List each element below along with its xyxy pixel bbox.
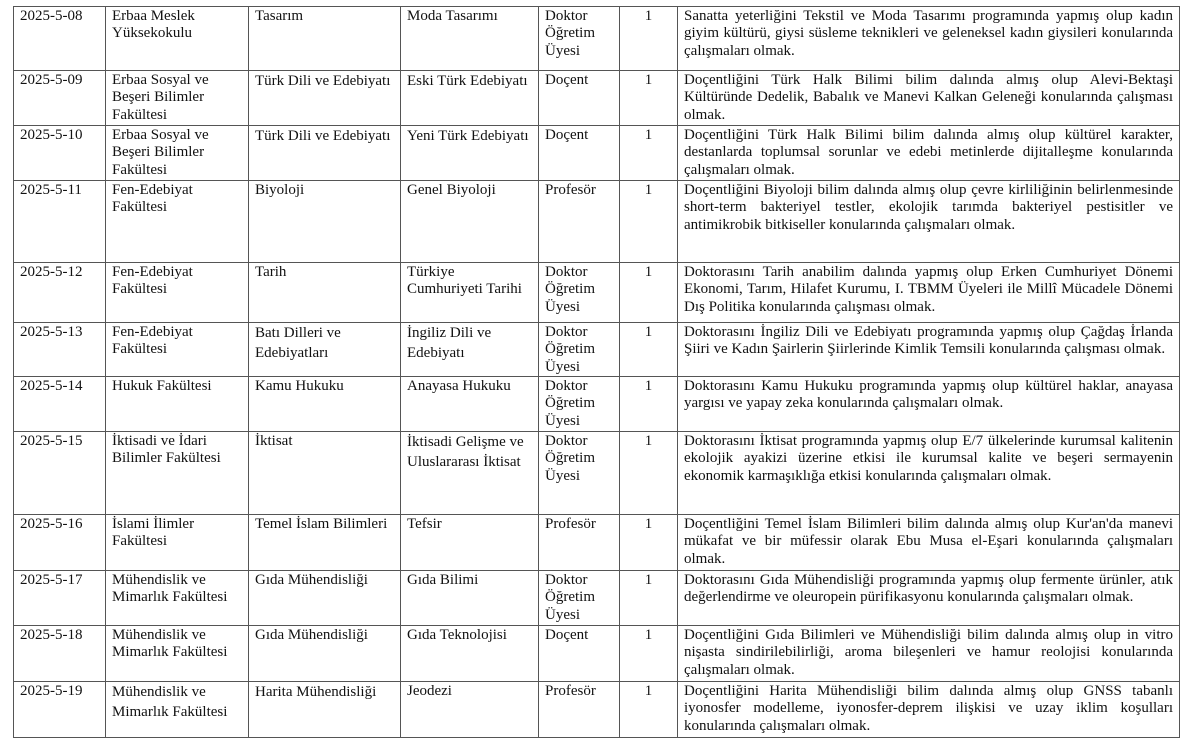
table-row bbox=[14, 682, 1180, 738]
academic-title: Doktor Öğretim Üyesi bbox=[539, 323, 620, 377]
requirement-text: Doçentliğini Türk Halk Bilimi bilim dalında almış olup Alevi-Bektaşi Kültüründe Dedelik, Babalık ve Manevi Kalkan Geleneği konularında çalışması olmak. bbox=[678, 71, 1180, 126]
position-code: 2025-5-11 bbox=[14, 181, 106, 263]
faculty-unit: Fen-Edebiyat Fakültesi bbox=[106, 323, 249, 377]
academic-title: Profesör bbox=[539, 515, 620, 571]
position-code: 2025-5-10 bbox=[14, 126, 106, 181]
department: Temel İslam Bilimleri bbox=[249, 515, 401, 571]
position-count: 1 bbox=[620, 71, 678, 126]
department: Türk Dili ve Edebiyatı bbox=[249, 126, 401, 181]
table-row bbox=[14, 571, 1180, 626]
faculty-unit: Erbaa Sosyal ve Beşeri Bilimler Fakültesi bbox=[106, 126, 249, 181]
faculty-unit: İslami İlimler Fakültesi bbox=[106, 515, 249, 571]
program: İngiliz Dili ve Edebiyatı bbox=[401, 323, 539, 377]
requirement-text: Doçentliğini Türk Halk Bilimi bilim dalında almış olup kültürel karakter, destanlarda toplumsal sorunlar ve edebi metinlerde dijitalleşme konularında çalışmaları olmak. bbox=[678, 126, 1180, 181]
requirement-text: Doçentliğini Biyoloji bilim dalında almış olup çevre kirliliğinin belirlenmesinde short-term bakteriyel testler, ekolojik tarımda bakteriyel pestisitler ve antimikrobik bitkiseller konularında çalışmaları olmak. bbox=[678, 181, 1180, 263]
position-code: 2025-5-17 bbox=[14, 571, 106, 626]
department: Biyoloji bbox=[249, 181, 401, 263]
academic-title: Doktor Öğretim Üyesi bbox=[539, 7, 620, 71]
requirement-text: Doktorasını İktisat programında yapmış olup E/7 ülkelerinde kurumsal kalitenin ekolojik ayakizi üzerine etkisi ile kurumsal kalite ve beşeri sermayenin ekonomik karmaşıklığa etkisi konularında çalışmaları olmak. bbox=[678, 432, 1180, 515]
program: Yeni Türk Edebiyatı bbox=[401, 126, 539, 181]
positions-table bbox=[13, 6, 1180, 738]
requirement-text: Doçentliğini Harita Mühendisliği bilim dalında almış olup GNSS tabanlı iyonosfer modelleme, iyonosfer-deprem ilişkisi ve uzay iklim koşulları konularında çalışmaları olmak. bbox=[678, 682, 1180, 738]
positions-table-body bbox=[14, 7, 1180, 738]
table-row bbox=[14, 377, 1180, 432]
faculty-unit: Fen-Edebiyat Fakültesi bbox=[106, 181, 249, 263]
faculty-unit: Mühendislik ve Mimarlık Fakültesi bbox=[106, 682, 249, 738]
position-count: 1 bbox=[620, 323, 678, 377]
table-row bbox=[14, 126, 1180, 181]
position-code: 2025-5-09 bbox=[14, 71, 106, 126]
position-count: 1 bbox=[620, 377, 678, 432]
table-row bbox=[14, 7, 1180, 71]
table-row bbox=[14, 626, 1180, 682]
table-row bbox=[14, 263, 1180, 323]
position-code: 2025-5-14 bbox=[14, 377, 106, 432]
position-code: 2025-5-13 bbox=[14, 323, 106, 377]
position-count: 1 bbox=[620, 682, 678, 738]
program: Genel Biyoloji bbox=[401, 181, 539, 263]
position-count: 1 bbox=[620, 7, 678, 71]
faculty-unit: Erbaa Sosyal ve Beşeri Bilimler Fakültesi bbox=[106, 71, 249, 126]
department: Tasarım bbox=[249, 7, 401, 71]
table-row bbox=[14, 181, 1180, 263]
program: Tefsir bbox=[401, 515, 539, 571]
program: İktisadi Gelişme ve Uluslararası İktisat bbox=[401, 432, 539, 515]
position-code: 2025-5-19 bbox=[14, 682, 106, 738]
department: Batı Dilleri ve Edebiyatları bbox=[249, 323, 401, 377]
position-count: 1 bbox=[620, 126, 678, 181]
department: Tarih bbox=[249, 263, 401, 323]
position-count: 1 bbox=[620, 571, 678, 626]
position-count: 1 bbox=[620, 626, 678, 682]
requirement-text: Doktorasını Gıda Mühendisliği programında yapmış olup fermente ürünler, atık değerlendirme ve oleuropein pürifikasyonu konularında çalışmaları olmak. bbox=[678, 571, 1180, 626]
program: Gıda Bilimi bbox=[401, 571, 539, 626]
position-code: 2025-5-18 bbox=[14, 626, 106, 682]
department: Gıda Mühendisliği bbox=[249, 571, 401, 626]
academic-title: Doçent bbox=[539, 126, 620, 181]
academic-title: Doktor Öğretim Üyesi bbox=[539, 571, 620, 626]
academic-title: Doçent bbox=[539, 626, 620, 682]
position-count: 1 bbox=[620, 515, 678, 571]
position-code: 2025-5-12 bbox=[14, 263, 106, 323]
department: Kamu Hukuku bbox=[249, 377, 401, 432]
position-code: 2025-5-15 bbox=[14, 432, 106, 515]
department: Harita Mühendisliği bbox=[249, 682, 401, 738]
position-count: 1 bbox=[620, 263, 678, 323]
faculty-unit: Mühendislik ve Mimarlık Fakültesi bbox=[106, 571, 249, 626]
program: Jeodezi bbox=[401, 682, 539, 738]
table-row bbox=[14, 323, 1180, 377]
table-row bbox=[14, 71, 1180, 126]
requirement-text: Sanatta yeterliğini Tekstil ve Moda Tasarımı programında yapmış olup kadın giyim kültürü, giysi süsleme teknikleri ve geleneksel kadın giysileri konularında çalışmaları olmak. bbox=[678, 7, 1180, 71]
academic-title: Profesör bbox=[539, 181, 620, 263]
faculty-unit: Erbaa Meslek Yüksekokulu bbox=[106, 7, 249, 71]
faculty-unit: Fen-Edebiyat Fakültesi bbox=[106, 263, 249, 323]
position-code: 2025-5-08 bbox=[14, 7, 106, 71]
table-row bbox=[14, 515, 1180, 571]
faculty-unit: Hukuk Fakültesi bbox=[106, 377, 249, 432]
requirement-text: Doktorasını Kamu Hukuku programında yapmış olup kültürel haklar, anayasa yargısı ve yapay zeka konularında çalışmaları olmak. bbox=[678, 377, 1180, 432]
department: Gıda Mühendisliği bbox=[249, 626, 401, 682]
academic-title: Profesör bbox=[539, 682, 620, 738]
program: Eski Türk Edebiyatı bbox=[401, 71, 539, 126]
faculty-unit: Mühendislik ve Mimarlık Fakültesi bbox=[106, 626, 249, 682]
requirement-text: Doktorasını Tarih anabilim dalında yapmış olup Erken Cumhuriyet Dönemi Ekonomi, Tarım, Hilafet Kurumu, I. TBMM Üyeleri ile Millî Mücadele Dönemi Dış Politika konularında çalışması olmak. bbox=[678, 263, 1180, 323]
table-row bbox=[14, 432, 1180, 515]
position-code: 2025-5-16 bbox=[14, 515, 106, 571]
department: Türk Dili ve Edebiyatı bbox=[249, 71, 401, 126]
program: Moda Tasarımı bbox=[401, 7, 539, 71]
program: Anayasa Hukuku bbox=[401, 377, 539, 432]
position-count: 1 bbox=[620, 432, 678, 515]
academic-title: Doktor Öğretim Üyesi bbox=[539, 432, 620, 515]
academic-title: Doktor Öğretim Üyesi bbox=[539, 377, 620, 432]
requirement-text: Doçentliğini Gıda Bilimleri ve Mühendisliği bilim dalında almış olup in vitro nişasta sindirilebilirliği, aroma bileşenleri ve hamur reolojisi konularında çalışmaları olmak. bbox=[678, 626, 1180, 682]
position-count: 1 bbox=[620, 181, 678, 263]
faculty-unit: İktisadi ve İdari Bilimler Fakültesi bbox=[106, 432, 249, 515]
academic-title: Doçent bbox=[539, 71, 620, 126]
program: Türkiye Cumhuriyeti Tarihi bbox=[401, 263, 539, 323]
requirement-text: Doktorasını İngiliz Dili ve Edebiyatı programında yapmış olup Çağdaş İrlanda Şiiri ve Kadın Şairlerin Şiirlerinde Kimlik Temsili konularında çalışması olmak. bbox=[678, 323, 1180, 377]
academic-title: Doktor Öğretim Üyesi bbox=[539, 263, 620, 323]
requirement-text: Doçentliğini Temel İslam Bilimleri bilim dalında almış olup Kur'an'da manevi mükafat ve bir müfessir olarak Ebu Musa el-Eşari konularında çalışmaları olmak. bbox=[678, 515, 1180, 571]
program: Gıda Teknolojisi bbox=[401, 626, 539, 682]
department: İktisat bbox=[249, 432, 401, 515]
